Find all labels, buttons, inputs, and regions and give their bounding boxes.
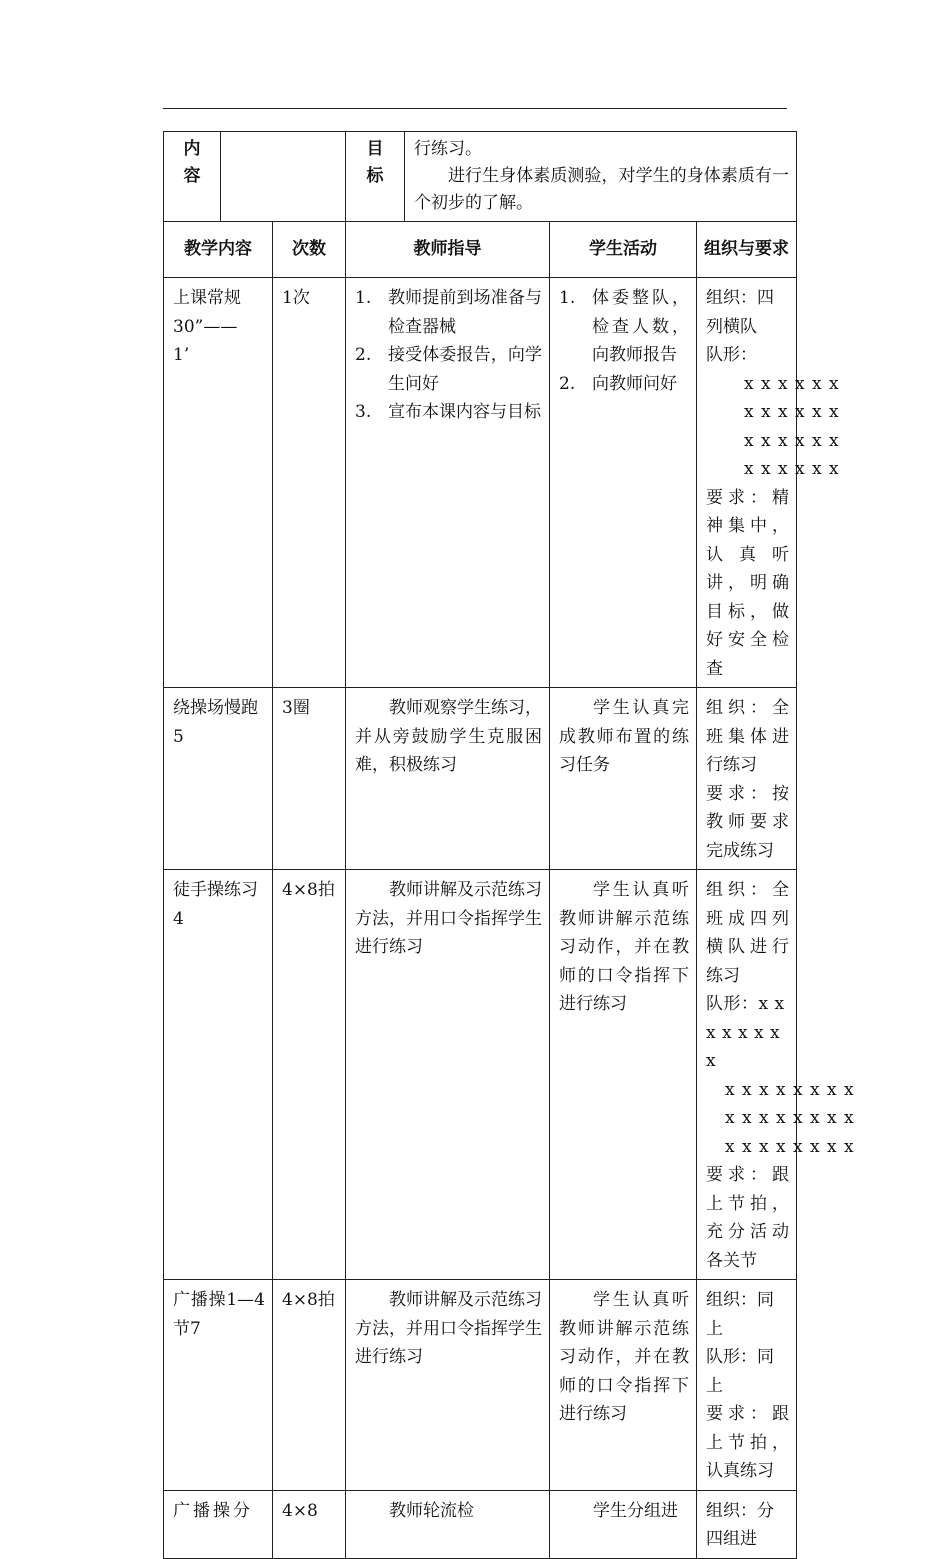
goal-value-cell: [405, 132, 797, 222]
row4-organization: [697, 1280, 797, 1491]
table-row: [164, 1490, 797, 1558]
page-header-rule: [163, 108, 787, 109]
row3-count: 4×8拍: [273, 870, 346, 1280]
content-label-char-1: 内: [183, 139, 201, 159]
row2-organization: [697, 688, 797, 870]
formation-line: x x x x x x: [744, 402, 840, 422]
content-label-cell: [164, 132, 221, 222]
row3-teacher: 教师讲解及示范练习方法，并用口令指挥学生进行练习: [346, 870, 550, 1280]
row5-content: 广播操分: [164, 1490, 273, 1558]
row1-content-line: 1’: [173, 345, 190, 365]
row3-content-line: 徒手操练习: [173, 880, 258, 900]
org-line: 队形：x x x x x x x x: [706, 994, 785, 1071]
formation-line: x x x x x x x x: [725, 1136, 855, 1157]
row5-teacher: 教师轮流检: [346, 1490, 550, 1558]
list-item: 3. 宣布本课内容与目标: [355, 402, 541, 422]
row5-organization: 组织：分四组进: [697, 1490, 797, 1558]
goal-label-cell: [346, 132, 405, 222]
list-item: 2. 向教师问好: [559, 373, 677, 394]
row1-student: [550, 278, 697, 688]
row3-content-line: 4: [173, 908, 184, 929]
org-line: 队形：同上: [706, 1347, 774, 1396]
org-line: 组织：全班成四列横队进行练习: [706, 880, 789, 986]
org-line: 队形：: [706, 345, 757, 365]
list-item: 1. 教师提前到场准备与检查器械: [355, 288, 542, 337]
header-teaching-content: 教学内容: [164, 222, 273, 278]
goal-label-char-2: 标: [366, 166, 384, 186]
row1-content: [164, 278, 273, 688]
row4-teacher: 教师讲解及示范练习方法，并用口令指挥学生进行练习: [346, 1280, 550, 1491]
content-label-char-2: 容: [183, 166, 201, 186]
header-organization: 组织与要求: [697, 222, 797, 278]
row3-content: [164, 870, 273, 1280]
table-row: [164, 688, 797, 870]
row5-student: 学生分组进: [550, 1490, 697, 1558]
header-count: 次数: [273, 222, 346, 278]
row1-teacher: [346, 278, 550, 688]
row5-count: 4×8: [273, 1490, 346, 1558]
goal-line-2: 进行生身体素质测验，对学生的身体素质有一个初步的了解。: [414, 166, 789, 213]
table-row: [164, 870, 797, 1280]
org-line: 要求：精神集中，认真听讲，明确目标，做好安全检查: [706, 487, 789, 679]
formation-line: x x x x x x: [744, 373, 840, 394]
row1-content-line: 上课常规: [173, 288, 241, 308]
header-info-row: [164, 132, 797, 222]
row4-student: 学生认真听教师讲解示范练习动作，并在教师的口令指挥下进行练习: [550, 1280, 697, 1491]
list-item: 2. 接受体委报告，向学生问好: [355, 345, 542, 394]
row3-student: 学生认真听教师讲解示范练习动作，并在教师的口令指挥下进行练习: [550, 870, 697, 1280]
org-line: 组织：四列横队: [706, 288, 774, 337]
header-teacher-guidance: 教师指导: [346, 222, 550, 278]
row1-content-line: 30”——: [173, 316, 238, 337]
row2-student: 学生认真完成教师布置的练习任务: [550, 688, 697, 870]
table-row: [164, 1280, 797, 1491]
row2-teacher: 教师观察学生练习，并从旁鼓励学生克服困难，积极练习: [346, 688, 550, 870]
row1-count: 1次: [273, 278, 346, 688]
row2-count: 3圈: [273, 688, 346, 870]
org-line: 要求：按教师要求完成练习: [706, 783, 789, 861]
table-row: [164, 278, 797, 688]
row2-content-line: 5: [173, 726, 184, 747]
header-student-activity: 学生活动: [550, 222, 697, 278]
row2-content: [164, 688, 273, 870]
formation-line: x x x x x x: [744, 459, 840, 479]
org-line: 要求：跟上节拍，认真练习: [706, 1404, 789, 1481]
org-line: 组织：同上: [706, 1290, 774, 1339]
column-header-row: [164, 222, 797, 278]
org-line: 组织：全班集体进行练习: [706, 698, 789, 775]
content-value-cell: [221, 132, 346, 222]
row4-content: 广播操1—4节7: [164, 1280, 273, 1491]
goal-label-char-1: 目: [366, 139, 384, 159]
formation-line: x x x x x x x x: [725, 1108, 855, 1128]
formation-line: x x x x x x x x: [725, 1079, 855, 1100]
goal-line-1: 行练习。: [414, 139, 482, 159]
row1-organization: [697, 278, 840, 688]
org-line: 要求：跟上节拍，充分活动各关节: [706, 1165, 789, 1271]
row4-count: 4×8拍: [273, 1280, 346, 1491]
list-item: 1. 体委整队，检查人数，向教师报告: [559, 288, 689, 365]
formation-line: x x x x x x: [744, 430, 840, 451]
row2-content-line: 绕操场慢跑: [173, 698, 258, 718]
row3-organization: [697, 870, 855, 1280]
lesson-plan-table: [163, 131, 855, 1559]
